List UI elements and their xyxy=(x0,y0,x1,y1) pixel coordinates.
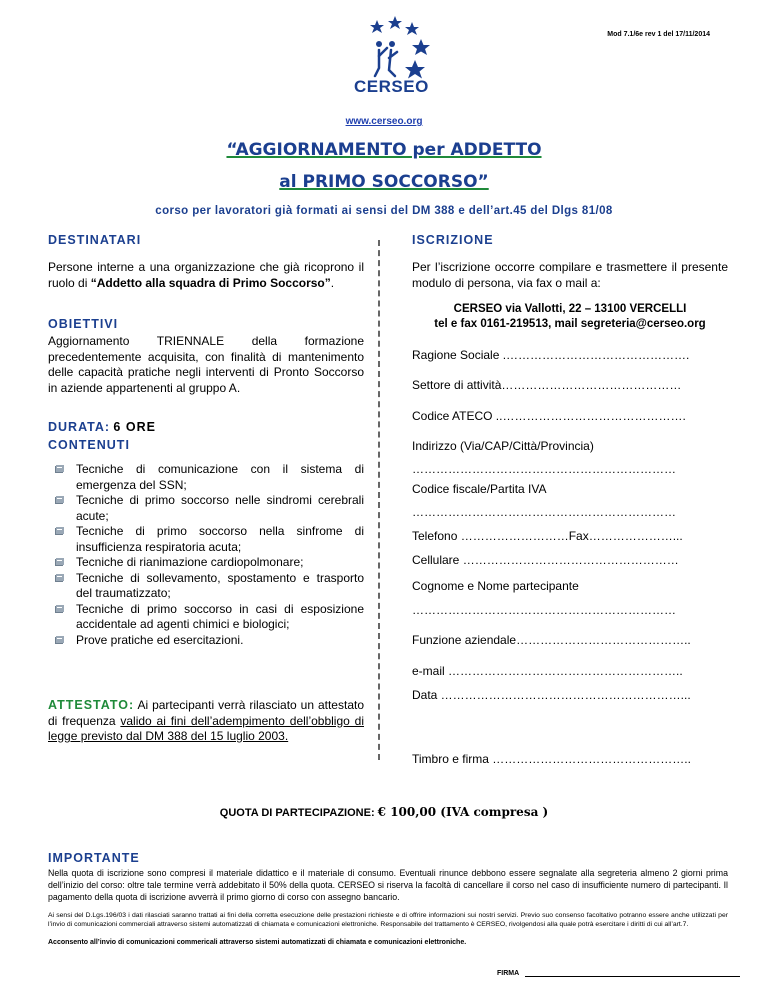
consent-text: Acconsento all’invio di comunicazioni commericali attraverso sistemi automatizzati di chiamata e comunicazioni elettroniche. xyxy=(48,939,467,946)
destinatari-heading: DESTINATARI xyxy=(48,233,142,247)
contenuti-item: Tecniche di sollevamento, spostamento e trasporto del traumatizzato; xyxy=(48,571,364,602)
course-title-line1: “AGGIORNAMENTO per ADDETTO xyxy=(226,140,542,160)
firma-field[interactable]: FIRMA xyxy=(497,968,740,977)
cerseo-logo xyxy=(335,12,445,112)
email-field[interactable]: e-mail ………………………………………………….. xyxy=(412,664,683,678)
cognome-nome-field[interactable]: ………………………………………………………… xyxy=(412,603,676,617)
contenuti-item: Tecniche di primo soccorso nelle sindromi cerebrali acute; xyxy=(48,493,364,524)
contenuti-heading: CONTENUTI xyxy=(48,438,130,452)
telefono-fax-field[interactable]: Telefono ………………………Fax…………………... xyxy=(412,529,683,543)
website-link[interactable]: www.cerseo.org xyxy=(345,116,423,127)
contenuti-list xyxy=(48,462,364,648)
contenuti-item: Prove pratiche ed esercitazioni. xyxy=(48,633,364,649)
contenuti-item: Tecniche di comunicazione con il sistema di emergenza del SSN; xyxy=(48,462,364,493)
indirizzo-label: Indirizzo (Via/CAP/Città/Provincia) xyxy=(412,439,594,453)
indirizzo-field[interactable]: ………………………………………………………… xyxy=(412,462,676,476)
course-subtitle: corso per lavoratori già formati ai sensi del DM 388 e dell’art.45 del Dlgs 81/08 xyxy=(155,205,613,217)
obiettivi-heading: OBIETTIVI xyxy=(48,317,119,331)
cellulare-field[interactable]: Cellulare ……………………………………………… xyxy=(412,553,679,567)
importante-heading: IMPORTANTE xyxy=(48,851,140,865)
book-bullet-icon xyxy=(54,635,65,646)
data-field[interactable]: Data ……………………………………………………... xyxy=(412,688,691,702)
attestato-text: ATTESTATO: Ai partecipanti verrà rilasciato un attestato di frequenza valido ai fini dell’adempimento dell’obbligo di legge previsto dal DM 388 del 15 luglio 2003. xyxy=(48,698,364,743)
column-divider xyxy=(378,240,380,760)
book-bullet-icon xyxy=(54,557,65,568)
importante-text: Nella quota di iscrizione sono compresi il materiale didattico e il materiale di consumo. Eventuali rinunce debbono essere segnalate alla segreteria almeno 2 giorni prima dell’inizio del corso: oltre tale termine verrà addebitato il 50% della quota. CERSEO si riserva la facoltà di cancellare il corso nel caso di insufficiente numero di partecipanti. Il pagamento della quota di iscrizione avverrà il primo giorno di corso con assegno bancario. xyxy=(48,868,728,902)
contenuti-item: Tecniche di primo soccorso nella sinfrome di insufficienza respiratoria acuta; xyxy=(48,524,364,555)
book-bullet-icon xyxy=(54,526,65,537)
address-line1: CERSEO via Vallotti, 22 – 13100 VERCELLI xyxy=(453,303,687,315)
quota-partecipazione: QUOTA DI PARTECIPAZIONE: € 100,00 (IVA compresa ) xyxy=(219,805,549,819)
funzione-field[interactable]: Funzione aziendale…………………………………….. xyxy=(412,633,691,647)
logo-text: CERSEO xyxy=(354,77,429,96)
destinatari-text: Persone interne a una organizzazione che già ricoprono il ruolo di “Addetto alla squadra di Primo Soccorso”. xyxy=(48,260,364,290)
book-bullet-icon xyxy=(54,604,65,615)
obiettivi-text: Aggiornamento TRIENNALE della formazione precedentemente acquisita, con finalità di mantenimento delle capacità pratiche negli interventi di Pronto Soccorso in aziende appartenenti al gruppo A. xyxy=(48,334,364,395)
ateco-field[interactable]: Codice ATECO ..………………………………………. xyxy=(412,409,686,423)
course-title-line2: al PRIMO SOCCORSO” xyxy=(279,172,489,192)
codice-fiscale-field[interactable]: ………………………………………………………… xyxy=(412,505,676,519)
book-bullet-icon xyxy=(54,495,65,506)
contenuti-item: Tecniche di primo soccorso in casi di esposizione accidentale ad agenti chimici e biologici; xyxy=(48,602,364,633)
contenuti-item: Tecniche di rianimazione cardiopolmonare; xyxy=(48,555,364,571)
book-bullet-icon xyxy=(54,573,65,584)
iscrizione-text: Per l’iscrizione occorre compilare e trasmettere il presente modulo di persona, via fax o mail a: xyxy=(412,260,728,290)
privacy-text: Ai sensi del D.Lgs.196/03 i dati rilasciati saranno trattati ai fini della corretta esecuzione delle prestazioni richieste e di offrire informazioni sui nostri servizi. Previo suo consenso facoltativo potranno essere anche utilizzati per l’invio di comunicazioni commerciali attraverso sistemi automatizzati di chiamata e comunicazioni elettroniche. Responsabile del trattamento è CERSEO, rivolgendosi alla quale potrà esercitare i diritti di cui all’art.7. xyxy=(48,912,728,928)
ragione-sociale-field[interactable]: Ragione Sociale .………………………………………. xyxy=(412,348,690,362)
timbro-firma-field[interactable]: Timbro e firma ………………………………………….. xyxy=(412,752,691,766)
signature-line[interactable] xyxy=(525,968,740,977)
durata: DURATA: 6 ORE xyxy=(48,420,156,434)
address-line2: tel e fax 0161-219513, mail segreteria@cerseo.org xyxy=(434,318,706,330)
codice-fiscale-label: Codice fiscale/Partita IVA xyxy=(412,482,547,496)
settore-field[interactable]: Settore di attività……………………………………… xyxy=(412,378,682,392)
module-code: Mod 7.1/6e rev 1 del 17/11/2014 xyxy=(607,31,710,38)
cognome-nome-label: Cognome e Nome partecipante xyxy=(412,579,579,593)
book-bullet-icon xyxy=(54,464,65,475)
iscrizione-heading: ISCRIZIONE xyxy=(412,233,494,247)
